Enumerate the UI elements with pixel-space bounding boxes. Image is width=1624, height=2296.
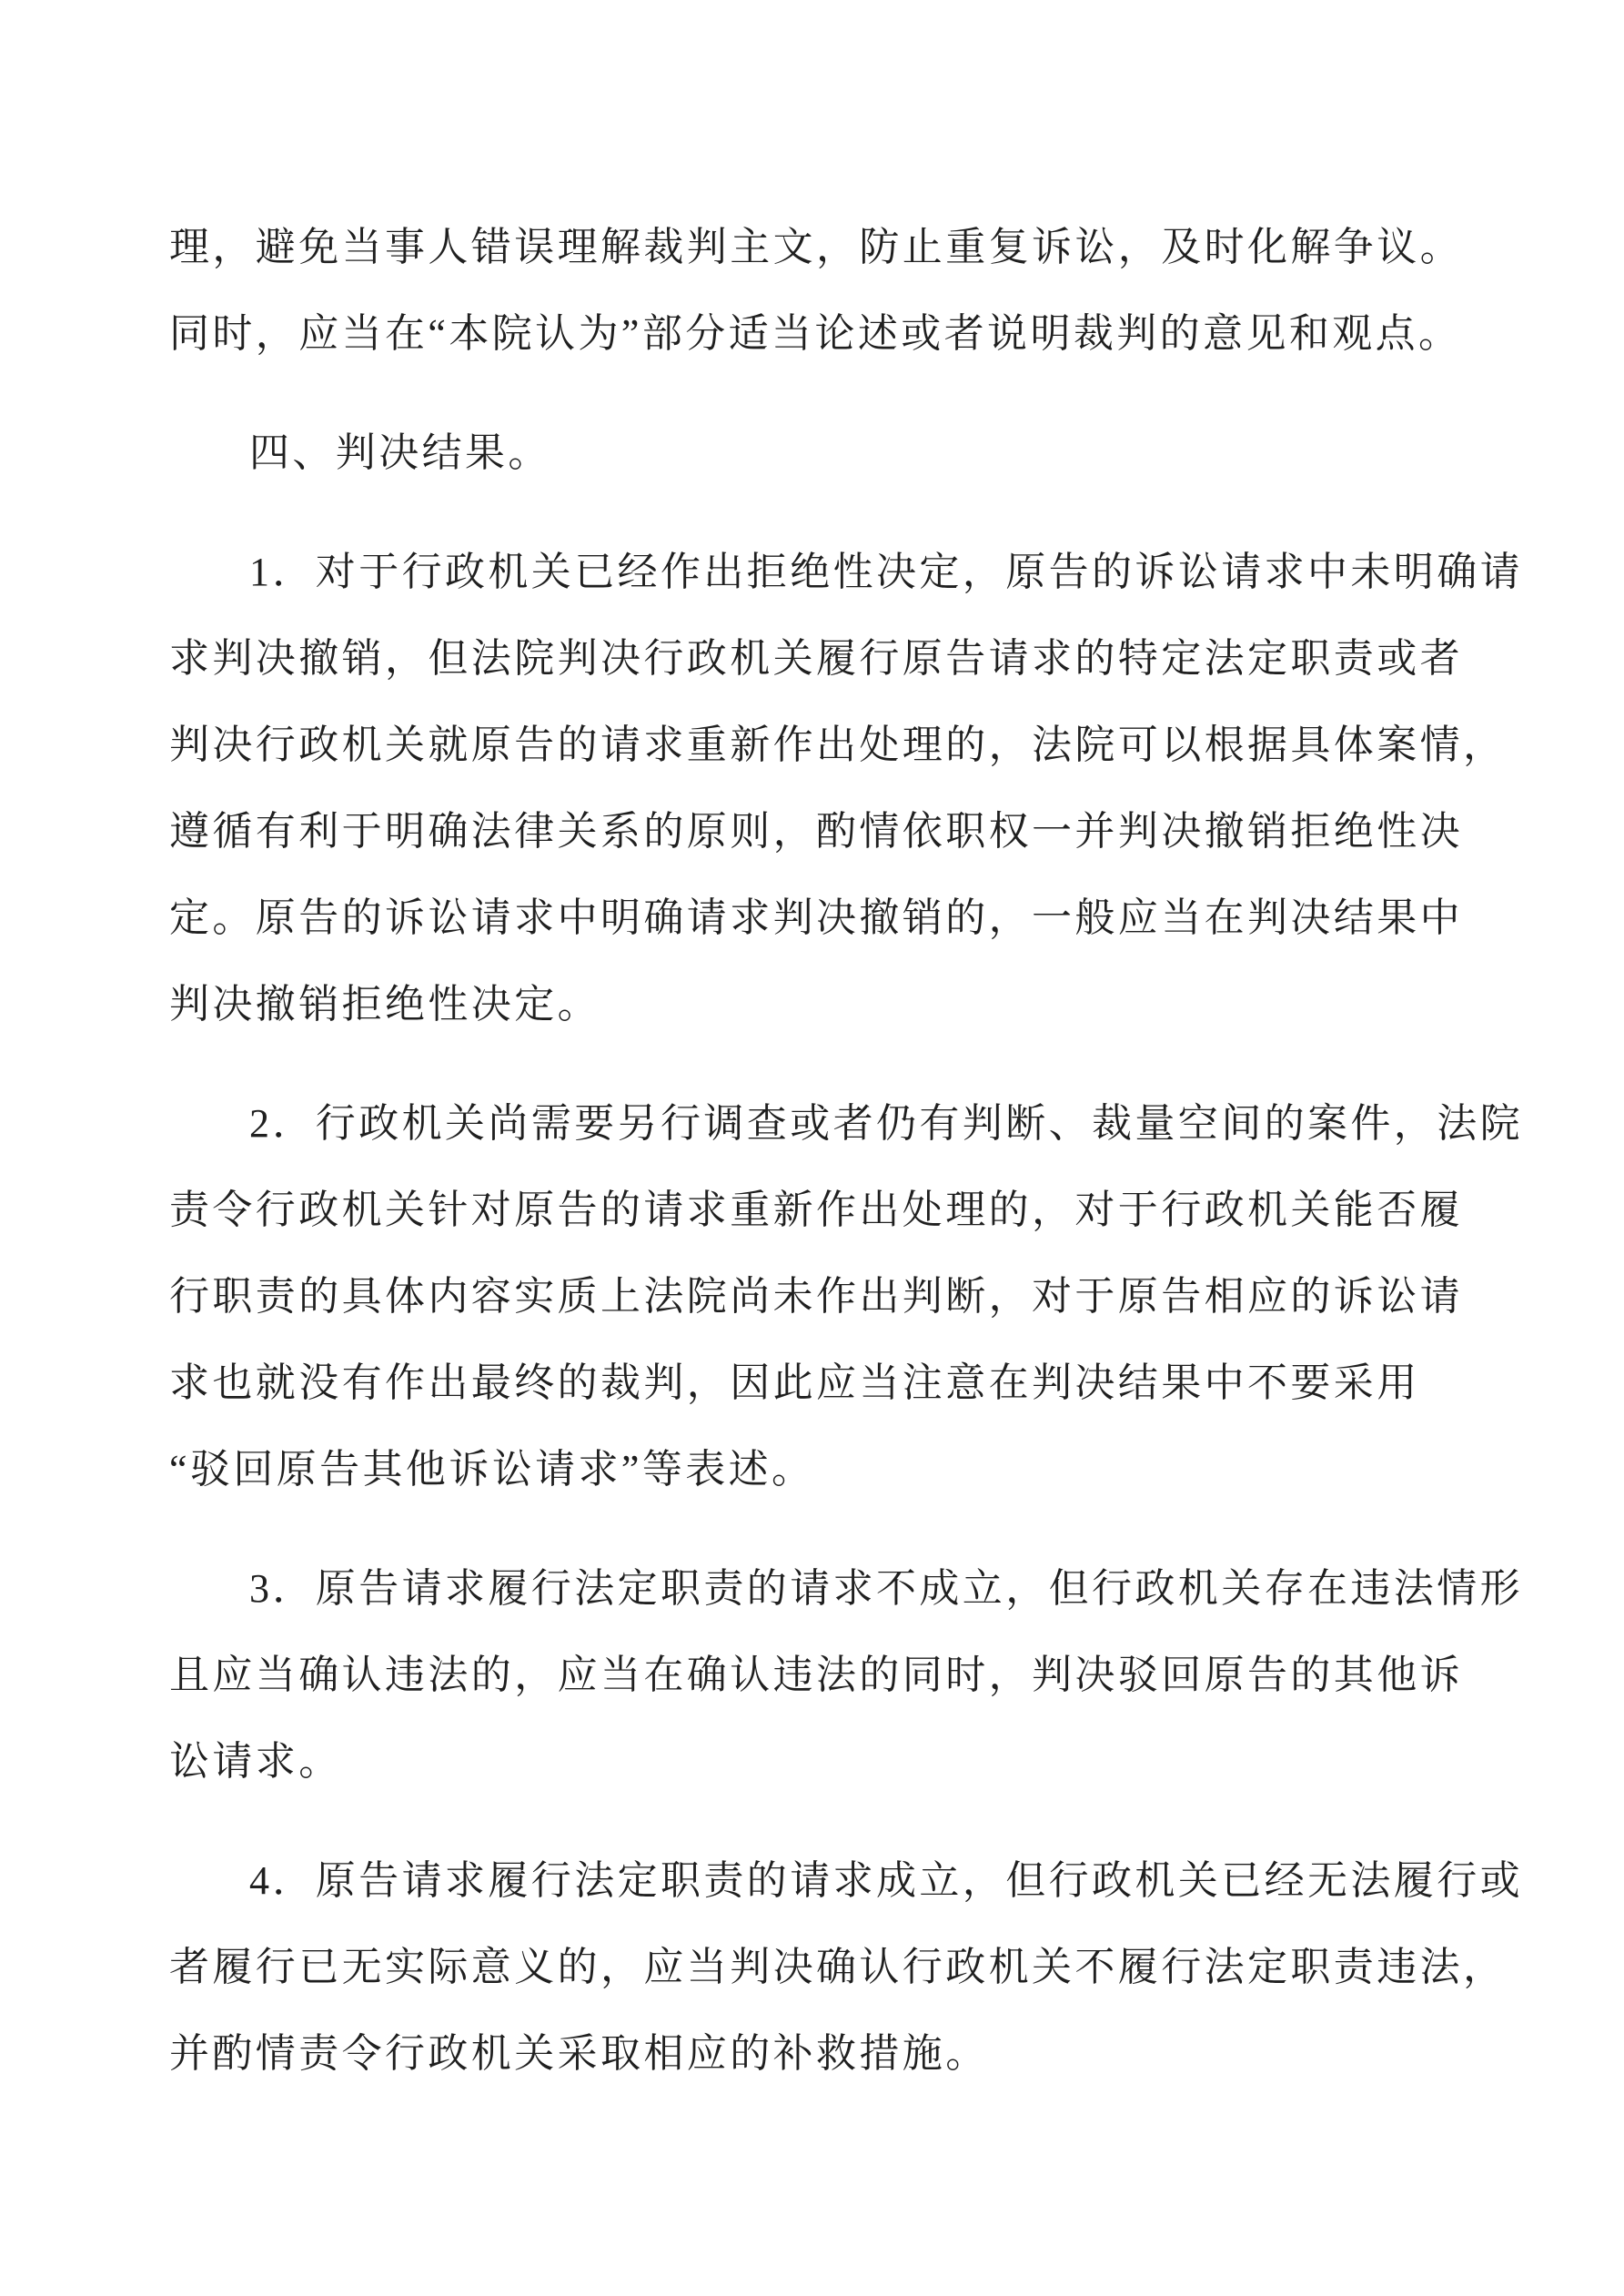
text-line: 四、判决结果。 <box>249 430 551 475</box>
text-line: 求也就没有作出最终的裁判，因此应当注意在判决结果中不要采用 <box>169 1360 1420 1405</box>
paragraph <box>169 1837 1523 2097</box>
text-line: 定。原告的诉讼请求中明确请求判决撤销的，一般应当在判决结果中 <box>169 895 1463 940</box>
text-line: 并酌情责令行政机关采取相应的补救措施。 <box>169 2031 989 2076</box>
text-line: 责令行政机关针对原告的请求重新作出处理的，对于行政机关能否履 <box>169 1188 1463 1232</box>
text-line: 判决撤销拒绝性决定。 <box>169 982 600 1027</box>
paragraph <box>169 410 1507 496</box>
text-line: 2．行政机关尚需要另行调查或者仍有判断、裁量空间的案件，法院 <box>249 1101 1523 1146</box>
text-line: 1．对于行政机关已经作出拒绝性决定，原告的诉讼请求中未明确请 <box>249 550 1523 594</box>
text-line: 判决行政机关就原告的请求重新作出处理的，法院可以根据具体案情， <box>169 723 1507 767</box>
text-line: “驳回原告其他诉讼请求”等表述。 <box>169 1447 815 1492</box>
text-line: 3．原告请求履行法定职责的请求不成立，但行政机关存在违法情形 <box>249 1566 1523 1611</box>
paragraph <box>169 529 1523 1047</box>
paragraph <box>169 1545 1523 1805</box>
text-line: 同时，应当在“本院认为”部分适当论述或者说明裁判的意见和观点。 <box>169 311 1462 356</box>
text-line: 求判决撤销，但法院判决行政机关履行原告请求的特定法定职责或者 <box>169 636 1463 681</box>
paragraph <box>169 204 1507 377</box>
text-line: 遵循有利于明确法律关系的原则，酌情依职权一并判决撤销拒绝性决 <box>169 809 1463 854</box>
text-line: 讼请求。 <box>169 1739 342 1784</box>
text-line: 理，避免当事人错误理解裁判主文，防止重复诉讼，及时化解争议。 <box>169 225 1463 269</box>
text-line: 4．原告请求履行法定职责的请求成立，但行政机关已经无法履行或 <box>249 1858 1523 1903</box>
text-line: 者履行已无实际意义的，应当判决确认行政机关不履行法定职责违法， <box>169 1945 1507 1989</box>
document-body <box>169 204 1523 2097</box>
text-line: 行职责的具体内容实质上法院尚未作出判断，对于原告相应的诉讼请 <box>169 1274 1463 1319</box>
paragraph <box>169 1080 1523 1512</box>
text-line: 且应当确认违法的，应当在确认违法的同时，判决驳回原告的其他诉 <box>169 1653 1463 1697</box>
